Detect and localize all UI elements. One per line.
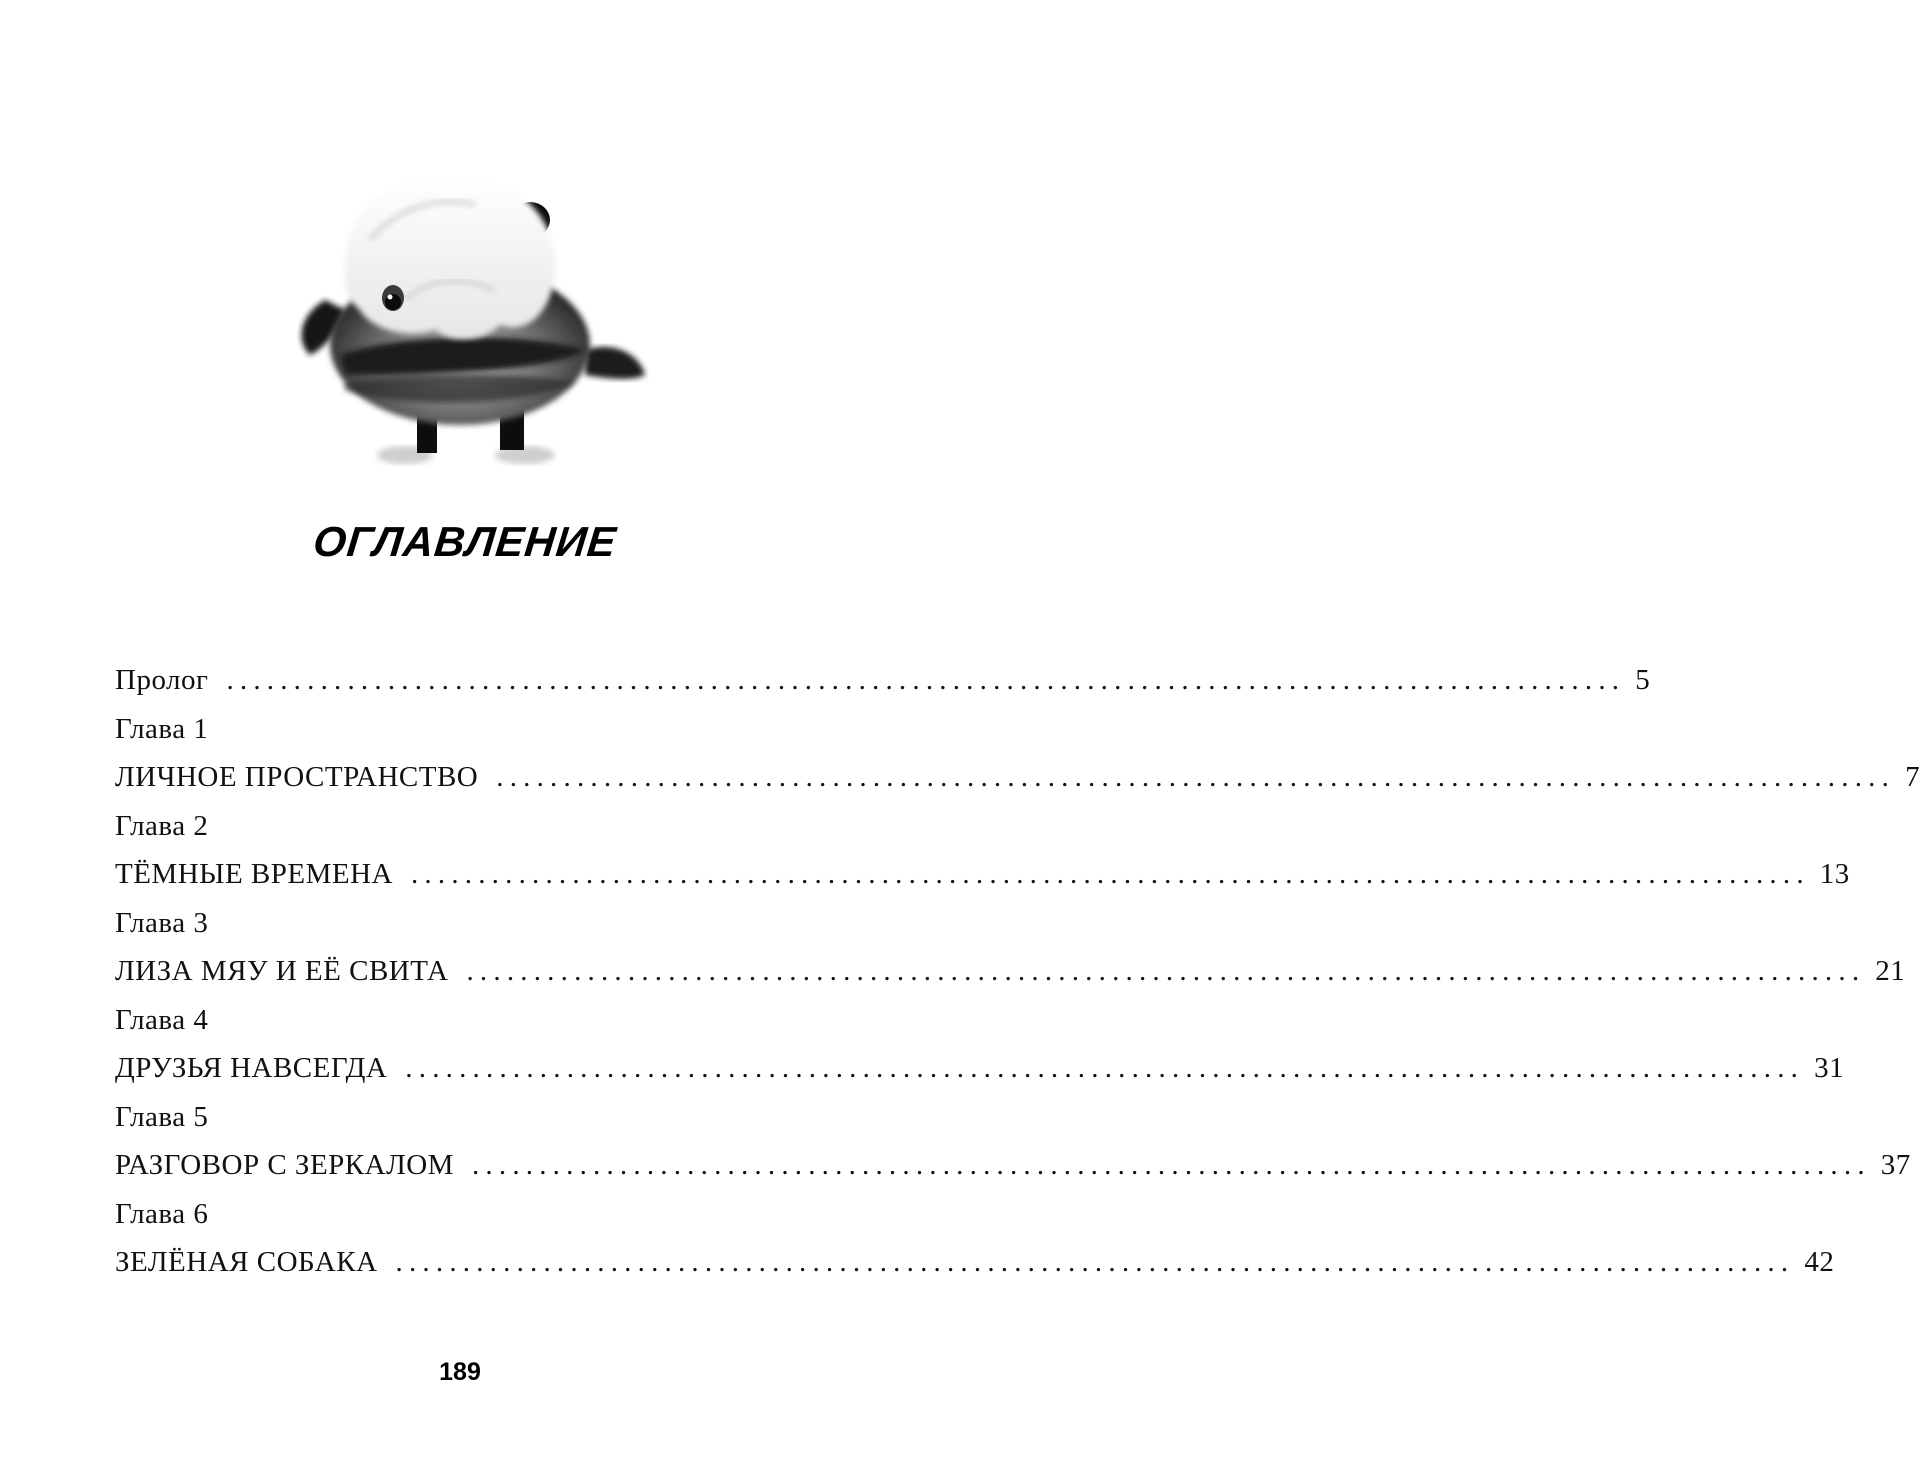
toc-entry-page: 5 (1635, 664, 1651, 696)
toc-leader-dots: ........................................................................................................ (471, 1149, 1871, 1181)
toc-entry-page: 31 (1814, 1052, 1845, 1084)
table-of-contents (115, 656, 1920, 1287)
toc-entry[interactable] (115, 947, 1906, 996)
toc-chapter-number (115, 705, 820, 754)
toc-leader-dots: ........................................................................................................ (410, 858, 1810, 890)
toc-entry-label: ЛИЧНОЕ ПРОСТРАНСТВО (115, 761, 479, 793)
toc-entry-label: Глава 3 (115, 906, 209, 939)
toc-entry[interactable] (115, 1238, 1835, 1287)
toc-entry[interactable] (115, 656, 1651, 705)
toc-leader-dots: ........................................................................................................ (496, 761, 1896, 793)
toc-entry-label: Пролог (115, 664, 209, 696)
toc-leader-dots: ........................................................................................................ (466, 955, 1866, 987)
furry-creature-icon (285, 150, 665, 480)
toc-heading: ОГЛАВЛЕНИЕ (311, 518, 619, 565)
toc-chapter-number (115, 1093, 820, 1142)
toc-entry-page: 13 (1819, 858, 1850, 890)
toc-entry-page: 37 (1880, 1149, 1911, 1181)
toc-entry-label: Глава 1 (115, 712, 209, 745)
toc-entry[interactable] (115, 850, 1850, 899)
toc-entry[interactable] (115, 1141, 1911, 1190)
toc-entry-label: РАЗГОВОР С ЗЕРКАЛОМ (115, 1149, 454, 1181)
toc-entry-page: 21 (1875, 955, 1906, 987)
toc-entry[interactable] (115, 753, 1920, 802)
toc-chapter-number (115, 899, 820, 948)
page-number: 189 (439, 1358, 481, 1386)
toc-entry-label: Глава 2 (115, 809, 209, 842)
toc-chapter-number (115, 802, 820, 851)
toc-chapter-number (115, 1190, 820, 1239)
toc-entry-label: Глава 4 (115, 1003, 209, 1036)
toc-leader-dots: ........................................................................................................ (405, 1052, 1805, 1084)
toc-chapter-number (115, 996, 820, 1045)
toc-leader-dots: ........................................................................................................ (226, 664, 1626, 696)
toc-entry[interactable] (115, 1044, 1845, 1093)
toc-entry-label: ДРУЗЬЯ НАВСЕГДА (115, 1052, 388, 1084)
toc-entry-label: ЛИЗА МЯУ И ЕЁ СВИТА (115, 955, 449, 987)
toc-entry-label: Глава 5 (115, 1100, 209, 1133)
toc-entry-page: 7 (1905, 761, 1920, 793)
toc-entry-label: Глава 6 (115, 1197, 209, 1230)
toc-entry-label: ТЁМНЫЕ ВРЕМЕНА (115, 858, 393, 890)
toc-leader-dots: ........................................................................................................ (395, 1246, 1795, 1278)
toc-entry-label: ЗЕЛЁНАЯ СОБАКА (115, 1246, 378, 1278)
toc-entry-page: 42 (1804, 1246, 1835, 1278)
